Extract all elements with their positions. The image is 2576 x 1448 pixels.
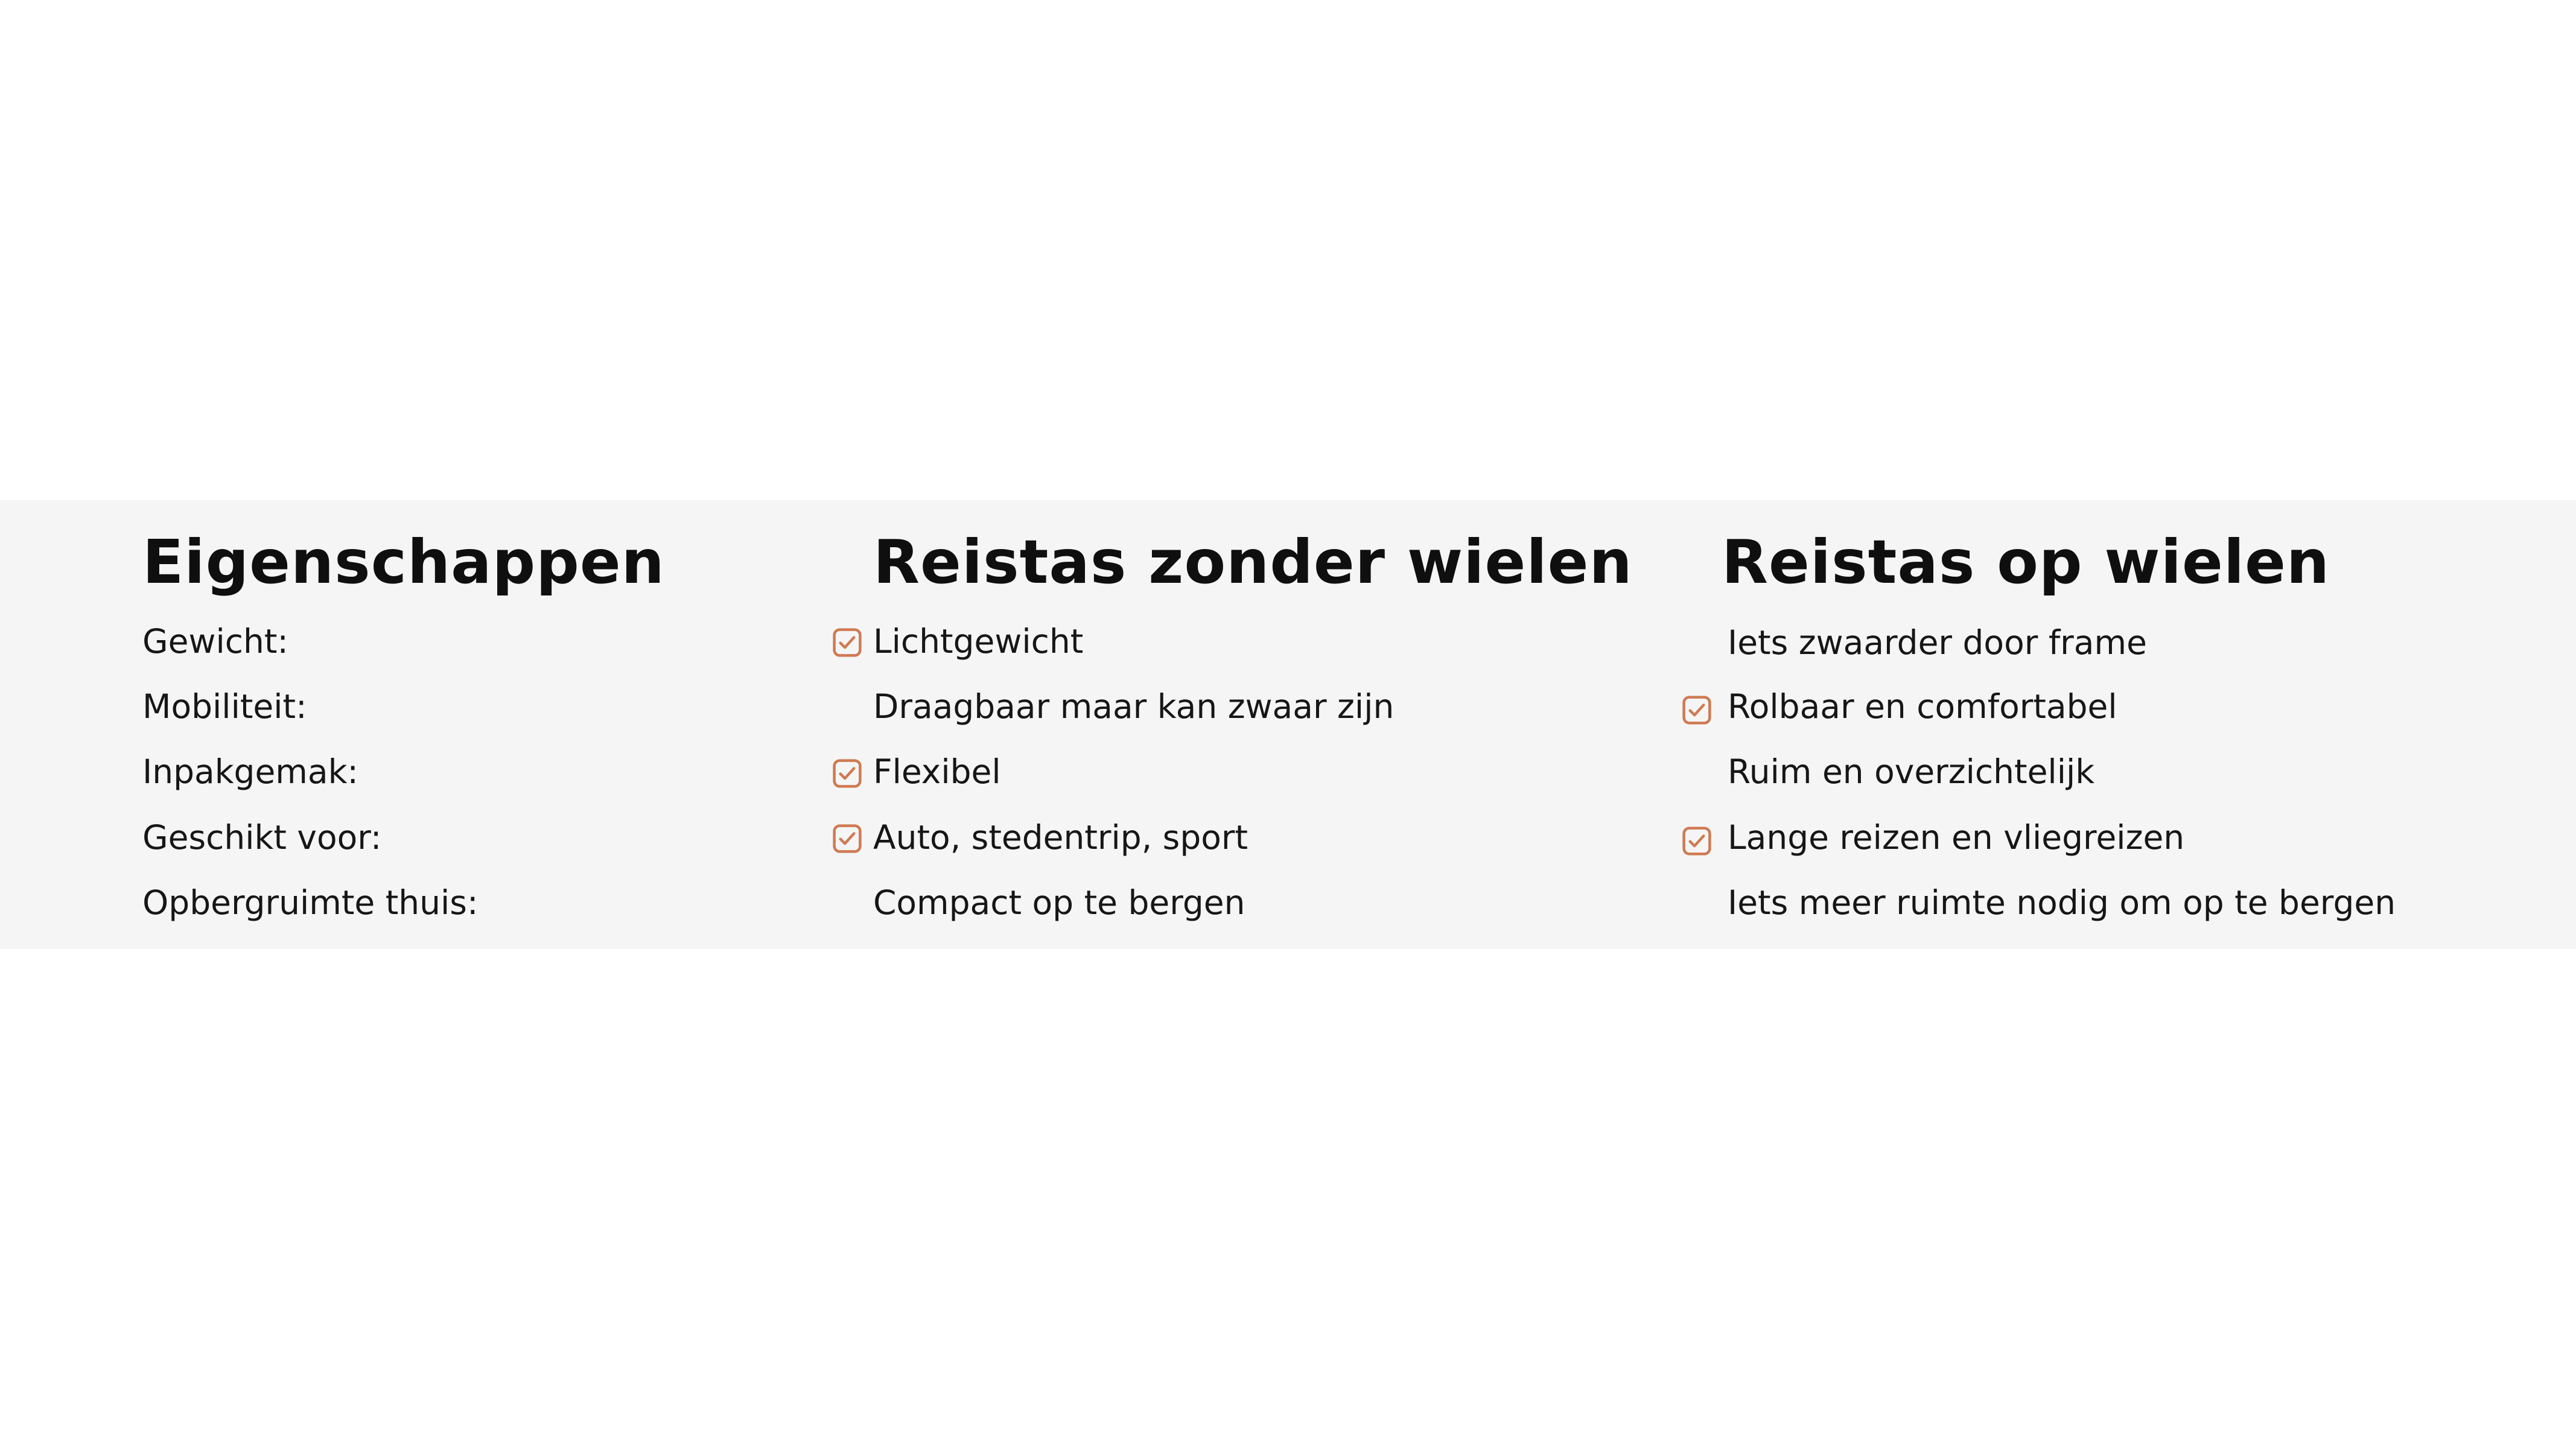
property-label-mobiliteit: Mobiliteit:	[142, 687, 307, 726]
property-label-inpakgemak: Inpakgemak:	[142, 752, 358, 791]
heading-eigenschappen: Eigenschappen	[142, 527, 665, 597]
op-wielen-mobiliteit: Rolbaar en comfortabel	[1728, 687, 2117, 726]
zonder-wielen-mobiliteit: Draagbaar maar kan zwaar zijn	[873, 687, 1395, 726]
checkbox-checked-icon	[831, 626, 863, 659]
heading-reistas-zonder-wielen: Reistas zonder wielen	[873, 527, 1633, 597]
checkbox-checked-icon	[831, 757, 863, 790]
zonder-wielen-gewicht: Lichtgewicht	[873, 622, 1084, 661]
property-label-geschikt-voor: Geschikt voor:	[142, 818, 382, 857]
heading-reistas-op-wielen: Reistas op wielen	[1722, 527, 2330, 597]
op-wielen-opbergruimte-thuis: Iets meer ruimte nodig om op te bergen	[1728, 883, 2396, 922]
checkbox-checked-icon	[831, 822, 863, 855]
zonder-wielen-inpakgemak: Flexibel	[873, 752, 1001, 791]
zonder-wielen-geschikt-voor: Auto, stedentrip, sport	[873, 818, 1248, 857]
checkbox-checked-icon	[1681, 825, 1713, 857]
property-label-gewicht: Gewicht:	[142, 622, 288, 661]
op-wielen-geschikt-voor: Lange reizen en vliegreizen	[1728, 818, 2185, 857]
op-wielen-inpakgemak: Ruim en overzichtelijk	[1728, 752, 2095, 791]
op-wielen-gewicht: Iets zwaarder door frame	[1728, 623, 2147, 662]
zonder-wielen-opbergruimte-thuis: Compact op te bergen	[873, 883, 1245, 922]
property-label-opbergruimte-thuis: Opbergruimte thuis:	[142, 883, 479, 922]
checkbox-checked-icon	[1681, 694, 1713, 726]
